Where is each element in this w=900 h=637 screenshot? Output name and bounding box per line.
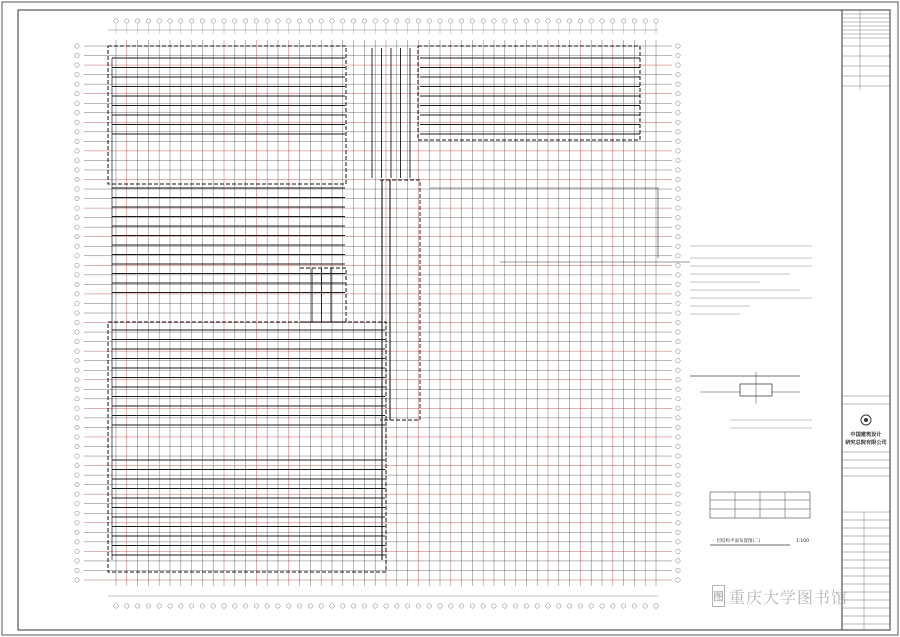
axis-bubble-right <box>676 120 680 124</box>
axis-bubble-right <box>676 320 680 324</box>
axis-bubble-bottom <box>211 604 215 608</box>
axis-bubble-top <box>503 19 507 23</box>
axis-bubble-top <box>373 19 377 23</box>
axis-bubble-bottom <box>384 604 388 608</box>
axis-bubble-bottom <box>146 604 150 608</box>
axis-bubble-right <box>676 425 680 429</box>
axis-bubble-left <box>75 559 79 563</box>
sheet-inner-border <box>18 10 890 630</box>
axis-bubble-top <box>654 19 658 23</box>
axis-bubble-right <box>676 44 680 48</box>
axis-bubble-right <box>676 187 680 191</box>
axis-bubble-left <box>75 502 79 506</box>
axis-bubble-left <box>75 44 79 48</box>
axis-bubble-bottom <box>135 604 139 608</box>
axis-bubble-bottom <box>341 604 345 608</box>
axis-bubble-right <box>676 273 680 277</box>
axis-bubble-left <box>75 320 79 324</box>
axis-bubble-left <box>75 521 79 525</box>
axis-bubble-top <box>557 19 561 23</box>
library-watermark <box>712 583 849 609</box>
axis-bubble-top <box>621 19 625 23</box>
axis-bubble-bottom <box>459 604 463 608</box>
axis-bubble-left <box>75 82 79 86</box>
axis-bubble-right <box>676 530 680 534</box>
axis-bubble-bottom <box>243 604 247 608</box>
axis-bubble-top <box>362 19 366 23</box>
axis-bubble-right <box>676 72 680 76</box>
plan-title: 一层结构平面布置图(二) <box>712 539 761 544</box>
axis-bubble-bottom <box>557 604 561 608</box>
axis-bubble-left <box>75 339 79 343</box>
axis-bubble-left <box>75 530 79 534</box>
axis-bubble-right <box>676 387 680 391</box>
axis-bubble-top <box>405 19 409 23</box>
beam-lines <box>112 48 640 560</box>
axis-bubble-bottom <box>308 604 312 608</box>
axis-bubble-bottom <box>481 604 485 608</box>
axis-bubble-left <box>75 425 79 429</box>
axis-bubble-left <box>75 120 79 124</box>
axis-bubble-bottom <box>535 604 539 608</box>
axis-bubble-right <box>676 578 680 582</box>
axis-bubble-bottom <box>524 604 528 608</box>
axis-bubble-top <box>211 19 215 23</box>
axis-bubble-bottom <box>632 604 636 608</box>
axis-bubble-right <box>676 177 680 181</box>
axis-bubble-bottom <box>503 604 507 608</box>
axis-bubble-right <box>676 435 680 439</box>
axis-bubble-right <box>676 254 680 258</box>
axis-bubble-bottom <box>643 604 647 608</box>
axis-bubble-bottom <box>427 604 431 608</box>
plan-title-group <box>710 537 809 545</box>
axis-bubble-bottom <box>179 604 183 608</box>
axis-bubble-right <box>676 454 680 458</box>
axis-bubble-right <box>676 397 680 401</box>
company-name-line2: 研究总院有限公司 <box>845 440 887 446</box>
axis-bubble-right <box>676 540 680 544</box>
axis-bubble-top <box>254 19 258 23</box>
axis-bubble-right <box>676 406 680 410</box>
axis-bubble-right <box>676 301 680 305</box>
axis-bubble-bottom <box>611 604 615 608</box>
axis-bubble-right <box>676 559 680 563</box>
axis-bubble-left <box>75 149 79 153</box>
axis-bubble-left <box>75 492 79 496</box>
axis-bubble-top <box>395 19 399 23</box>
axis-bubble-top <box>351 19 355 23</box>
axis-bubble-right <box>676 349 680 353</box>
axis-bubble-top <box>416 19 420 23</box>
axis-bubble-top <box>297 19 301 23</box>
axis-bubble-bottom <box>405 604 409 608</box>
axis-bubble-bottom <box>395 604 399 608</box>
axis-bubble-left <box>75 177 79 181</box>
axis-bubble-left <box>75 158 79 162</box>
axis-bubble-left <box>75 301 79 305</box>
axis-bubble-right <box>676 549 680 553</box>
axis-bubble-left <box>75 168 79 172</box>
axis-bubble-right <box>676 311 680 315</box>
axis-bubble-left <box>75 330 79 334</box>
axis-bubble-top <box>535 19 539 23</box>
axis-bubble-left <box>75 244 79 248</box>
axis-bubble-right <box>676 463 680 467</box>
axis-bubble-bottom <box>600 604 604 608</box>
axis-bubble-left <box>75 378 79 382</box>
axis-bubble-left <box>75 254 79 258</box>
axis-bubble-bottom <box>470 604 474 608</box>
axis-bubble-right <box>676 473 680 477</box>
company-name-line1: 中国建筑设计 <box>850 432 882 438</box>
axis-bubble-top <box>643 19 647 23</box>
sheet-outer-border <box>2 2 898 635</box>
axis-bubble-top <box>384 19 388 23</box>
axis-bubble-top <box>578 19 582 23</box>
axis-bubble-left <box>75 53 79 57</box>
axis-bubble-top <box>157 19 161 23</box>
watermark-text: 重庆大学图书馆 <box>729 587 849 607</box>
axis-bubble-bottom <box>114 604 118 608</box>
general-notes <box>690 246 812 314</box>
axis-bubble-left <box>75 63 79 67</box>
axis-bubble-left <box>75 187 79 191</box>
axis-bubble-bottom <box>200 604 204 608</box>
axis-bubble-left <box>75 368 79 372</box>
axis-bubble-right <box>676 568 680 572</box>
axis-bubble-bottom <box>125 604 129 608</box>
axis-bubble-right <box>676 282 680 286</box>
rebar-table <box>710 492 810 518</box>
axis-bubble-left <box>75 568 79 572</box>
axis-bubble-right <box>676 206 680 210</box>
axis-bubble-left <box>75 349 79 353</box>
axis-bubble-top <box>600 19 604 23</box>
axis-bubble-top <box>524 19 528 23</box>
axis-bubble-bottom <box>157 604 161 608</box>
axis-bubble-top <box>341 19 345 23</box>
axis-bubble-left <box>75 215 79 219</box>
axis-bubble-right <box>676 358 680 362</box>
axis-grid-bubbles <box>75 19 680 608</box>
axis-bubble-right <box>676 339 680 343</box>
axis-bubble-left <box>75 454 79 458</box>
axis-bubble-left <box>75 206 79 210</box>
axis-bubble-bottom <box>621 604 625 608</box>
axis-bubble-right <box>676 444 680 448</box>
axis-bubble-bottom <box>362 604 366 608</box>
axis-bubble-left <box>75 111 79 115</box>
axis-bubble-right <box>676 244 680 248</box>
axis-bubble-left <box>75 578 79 582</box>
axis-bubble-top <box>168 19 172 23</box>
axis-bubble-right <box>676 330 680 334</box>
axis-bubble-bottom <box>351 604 355 608</box>
axis-bubble-left <box>75 482 79 486</box>
axis-bubble-bottom <box>222 604 226 608</box>
axis-bubble-top <box>427 19 431 23</box>
axis-bubble-right <box>676 378 680 382</box>
axis-bubble-bottom <box>330 604 334 608</box>
axis-bubble-right <box>676 139 680 143</box>
axis-bubble-bottom <box>287 604 291 608</box>
axis-bubble-bottom <box>373 604 377 608</box>
axis-bubble-top <box>449 19 453 23</box>
axis-bubble-left <box>75 435 79 439</box>
axis-bubble-bottom <box>546 604 550 608</box>
axis-bubble-left <box>75 235 79 239</box>
axis-bubble-left <box>75 473 79 477</box>
axis-bubble-top <box>308 19 312 23</box>
axis-bubble-right <box>676 482 680 486</box>
axis-bubble-left <box>75 463 79 467</box>
axis-bubble-right <box>676 91 680 95</box>
axis-bubble-top <box>114 19 118 23</box>
axis-bubble-right <box>676 53 680 57</box>
axis-bubble-right <box>676 292 680 296</box>
axis-bubble-top <box>276 19 280 23</box>
axis-bubble-top <box>200 19 204 23</box>
axis-bubble-left <box>75 387 79 391</box>
axis-bubble-left <box>75 397 79 401</box>
axis-bubble-left <box>75 130 79 134</box>
axis-bubble-right <box>676 130 680 134</box>
axis-bubble-top <box>611 19 615 23</box>
axis-bubble-top <box>438 19 442 23</box>
axis-bubble-left <box>75 416 79 420</box>
axis-bubble-top <box>330 19 334 23</box>
axis-bubble-right <box>676 502 680 506</box>
axis-bubble-top <box>459 19 463 23</box>
plan-scale: 1:100 <box>796 539 809 544</box>
axis-bubble-bottom <box>513 604 517 608</box>
axis-bubble-bottom <box>265 604 269 608</box>
axis-bubble-right <box>676 263 680 267</box>
axis-bubble-right <box>676 416 680 420</box>
title-block <box>842 10 890 630</box>
axis-grid-lines <box>84 40 672 586</box>
axis-bubble-left <box>75 196 79 200</box>
axis-bubble-right <box>676 63 680 67</box>
dashed-zone <box>418 46 640 140</box>
axis-bubble-left <box>75 358 79 362</box>
axis-bubble-top <box>189 19 193 23</box>
axis-bubble-right <box>676 215 680 219</box>
axis-bubble-left <box>75 139 79 143</box>
axis-bubble-top <box>222 19 226 23</box>
axis-bubble-bottom <box>654 604 658 608</box>
axis-bubble-right <box>676 368 680 372</box>
axis-bubble-bottom <box>492 604 496 608</box>
axis-bubble-left <box>75 511 79 515</box>
axis-bubble-top <box>243 19 247 23</box>
axis-bubble-bottom <box>449 604 453 608</box>
axis-bubble-bottom <box>233 604 237 608</box>
axis-bubble-bottom <box>416 604 420 608</box>
axis-bubble-top <box>470 19 474 23</box>
axis-bubble-left <box>75 273 79 277</box>
axis-bubble-top <box>135 19 139 23</box>
axis-bubble-bottom <box>168 604 172 608</box>
library-logo-icon: 图 <box>712 585 725 607</box>
axis-bubble-left <box>75 540 79 544</box>
axis-bubble-bottom <box>297 604 301 608</box>
axis-bubble-left <box>75 263 79 267</box>
axis-bubble-left <box>75 282 79 286</box>
section-detail <box>690 372 812 428</box>
axis-bubble-right <box>676 492 680 496</box>
dashed-zone <box>108 322 386 572</box>
axis-bubble-left <box>75 292 79 296</box>
axis-bubble-top <box>287 19 291 23</box>
axis-bubble-right <box>676 111 680 115</box>
axis-bubble-left <box>75 91 79 95</box>
axis-bubble-left <box>75 311 79 315</box>
axis-bubble-right <box>676 511 680 515</box>
axis-bubble-top <box>589 19 593 23</box>
axis-bubble-left <box>75 549 79 553</box>
axis-bubble-right <box>676 158 680 162</box>
axis-bubble-top <box>492 19 496 23</box>
axis-bubble-right <box>676 225 680 229</box>
axis-bubble-bottom <box>438 604 442 608</box>
axis-bubble-top <box>319 19 323 23</box>
axis-bubble-top <box>146 19 150 23</box>
axis-bubble-top <box>567 19 571 23</box>
axis-bubble-right <box>676 235 680 239</box>
axis-bubble-right <box>676 101 680 105</box>
axis-bubble-left <box>75 225 79 229</box>
axis-bubble-left <box>75 406 79 410</box>
axis-bubble-bottom <box>567 604 571 608</box>
axis-bubble-left <box>75 72 79 76</box>
axis-bubble-top <box>632 19 636 23</box>
axis-bubble-right <box>676 82 680 86</box>
axis-bubble-bottom <box>276 604 280 608</box>
axis-bubble-right <box>676 196 680 200</box>
axis-bubble-bottom <box>254 604 258 608</box>
axis-bubble-top <box>546 19 550 23</box>
axis-bubble-top <box>233 19 237 23</box>
axis-bubble-top <box>265 19 269 23</box>
axis-bubble-right <box>676 521 680 525</box>
axis-bubble-bottom <box>589 604 593 608</box>
axis-bubble-top <box>179 19 183 23</box>
dashed-zone <box>300 268 346 322</box>
axis-bubble-top <box>481 19 485 23</box>
axis-bubble-left <box>75 101 79 105</box>
axis-bubble-bottom <box>189 604 193 608</box>
axis-bubble-right <box>676 149 680 153</box>
axis-bubble-left <box>75 444 79 448</box>
axis-bubble-bottom <box>319 604 323 608</box>
axis-bubble-right <box>676 168 680 172</box>
axis-bubble-bottom <box>578 604 582 608</box>
axis-bubble-top <box>125 19 129 23</box>
axis-bubble-top <box>513 19 517 23</box>
